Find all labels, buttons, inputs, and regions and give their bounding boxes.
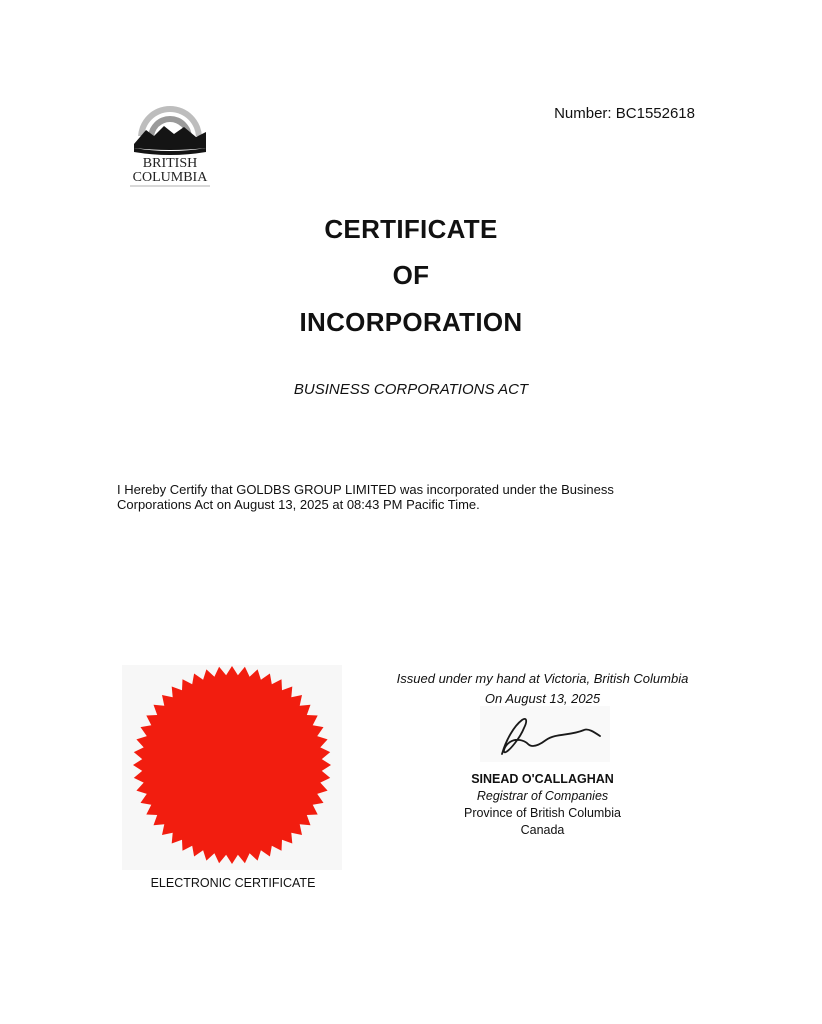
certification-line-1: I Hereby Certify that GOLDBS GROUP LIMITED was incorporated under the Business xyxy=(117,482,614,497)
signature-icon xyxy=(480,706,610,762)
title-of: OF xyxy=(392,260,430,290)
act-name: BUSINESS CORPORATIONS ACT xyxy=(293,381,529,398)
bc-logo-icon xyxy=(120,100,220,190)
issued-line-1: Issued under my hand at Victoria, British Columbia xyxy=(396,671,689,686)
red-seal-icon xyxy=(122,665,342,870)
svg-text:COLUMBIA: COLUMBIA xyxy=(132,170,208,185)
signer-title: Registrar of Companies xyxy=(476,789,609,803)
british-columbia-logo xyxy=(120,100,220,190)
signer-name: SINEAD O'CALLAGHAN xyxy=(471,772,614,786)
seal-caption: ELECTRONIC CERTIFICATE xyxy=(150,876,316,890)
issued-date: On August 13, 2025 xyxy=(484,691,601,706)
signer-block xyxy=(380,771,705,839)
certificate-number: Number: BC1552618 xyxy=(554,105,695,122)
title-incorporation: INCORPORATION xyxy=(299,307,523,337)
seal-panel xyxy=(122,665,342,870)
signer-country: Canada xyxy=(520,823,565,837)
svg-text:BRITISH: BRITISH xyxy=(142,156,198,171)
signer-province: Province of British Columbia xyxy=(463,806,621,820)
title-certificate: CERTIFICATE xyxy=(324,214,498,244)
signature xyxy=(480,706,610,762)
certification-line-2: Corporations Act on August 13, 2025 at 08:43 PM Pacific Time. xyxy=(117,497,480,512)
certification-text xyxy=(117,482,677,512)
